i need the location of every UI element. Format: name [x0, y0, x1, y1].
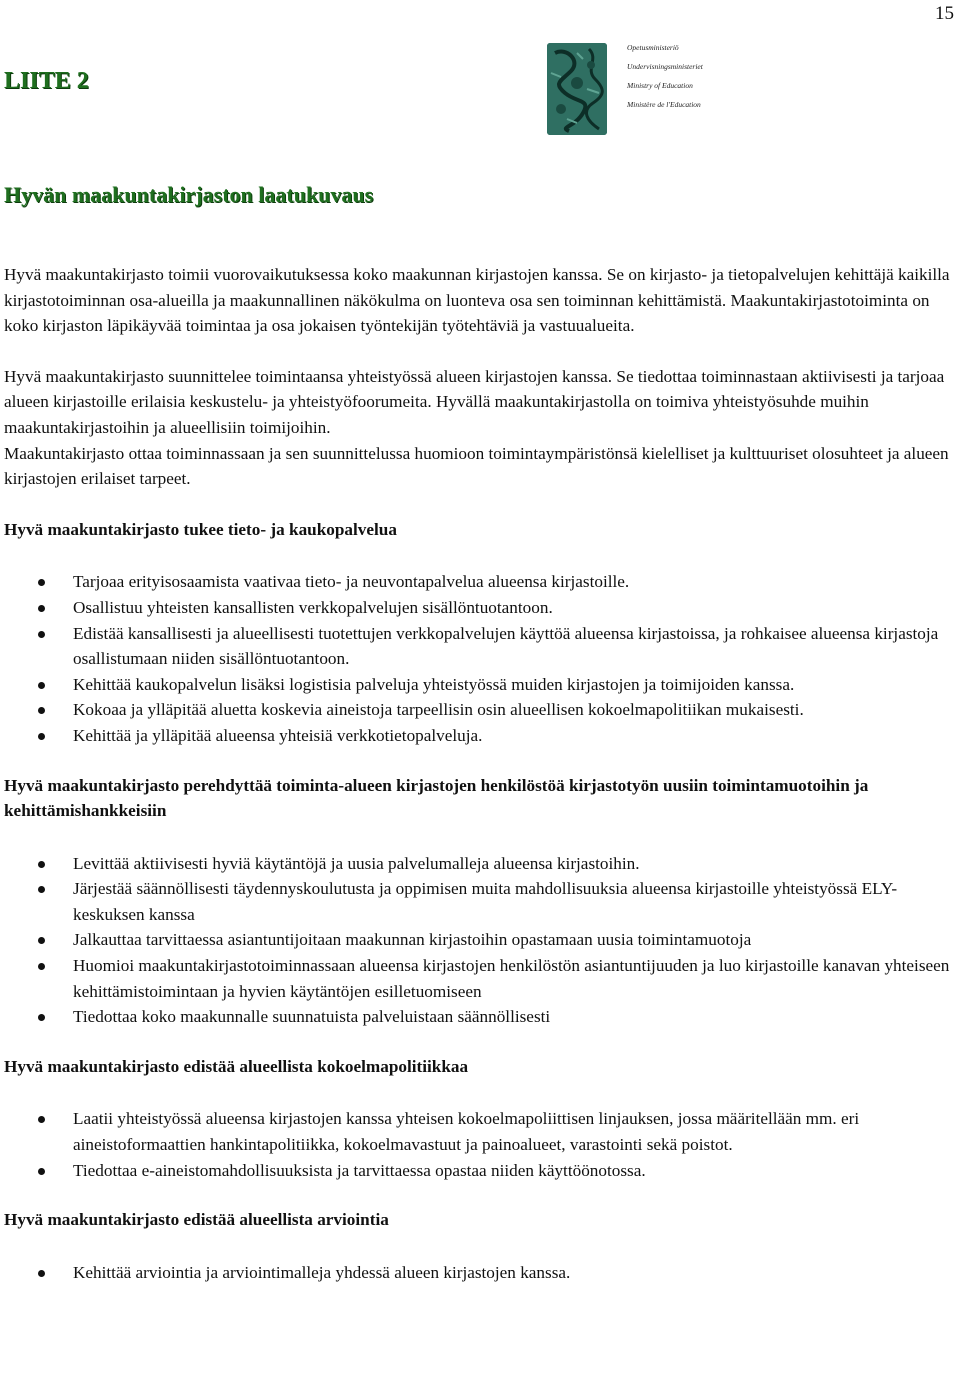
appendix-title: LIITE 2 [4, 68, 89, 94]
list-item-text: Kokoaa ja ylläpitää aluetta koskevia aineistoja tarpeellisin osin alueellisen kokoelmapolitiikan mukaisesti. [73, 700, 804, 720]
bullet-icon [38, 733, 45, 740]
list-item [4, 569, 956, 595]
section-heading: Hyvä maakuntakirjasto perehdyttää toiminta-alueen kirjastojen henkilöstöä kirjastotyön uusiin toimintamuotoihin ja kehittämishankkeisiin [4, 775, 869, 821]
list-item [4, 621, 956, 672]
list-item-text: Jalkauttaa tarvittaessa asiantuntijoitaan maakunnan kirjastoihin opastamaan uusia toimintamuotoja [73, 930, 752, 950]
list-item [4, 1106, 956, 1157]
section-heading: Hyvä maakuntakirjasto tukee tieto- ja kaukopalvelua [4, 519, 397, 539]
bullet-icon [38, 707, 45, 714]
list-item-text: Tiedottaa koko maakunnalle suunnatuista palveluistaan säännöllisesti [73, 1007, 551, 1027]
bullet-icon [38, 886, 45, 893]
bullet-icon [38, 1168, 45, 1175]
bullet-icon [38, 937, 45, 944]
list-item-text: Huomioi maakuntakirjastotoiminnassaan alueensa kirjastojen henkilöstön asiantuntijuuden ja luo kirjastoille kanavan yhteiseen kehittämistoimintaan ja hyvien käytäntöjen esilletuomiseen [73, 956, 950, 1001]
bullet-icon [38, 605, 45, 612]
list-item [4, 723, 956, 749]
list-item-text: Levittää aktiivisesti hyviä käytäntöjä ja uusia palvelumalleja alueensa kirjastoihin. [73, 853, 640, 873]
bullet-icon [38, 1014, 45, 1021]
page-number: 15 [935, 3, 954, 24]
intro-paragraph: Maakuntakirjasto ottaa toiminnassaan ja sen suunnittelussa huomioon toimintaympäristönsä kielelliset ja kulttuuriset olosuhteet ja alueen kirjastojen erilaiset tarpeet. [4, 443, 949, 489]
list-item-text: Osallistuu yhteisten kansallisten verkkopalvelujen sisällöntuotantoon. [73, 597, 553, 617]
document-title: Hyvän maakuntakirjaston laatukuvaus [4, 182, 374, 207]
intro-paragraph: Hyvä maakuntakirjasto toimii vuorovaikutuksessa koko maakunnan kirjastojen kanssa. Se on kirjasto- ja tietopalvelujen kehittäjä kaikilla kirjastotoiminnan osa-alueilla ja maakunnallinen näkökulma on luonteva osa sen toiminnan kehittämistä. Maakuntakirjastotoiminta on koko kirjaston läpikäyvää toimintaa ja osa jokaisen työntekijän työtehtäviä ja vastuualueita. [4, 265, 950, 336]
list-item-text: Järjestää säännöllisesti täydennyskoulutusta ja oppimisen muita mahdollisuuksia alueensa kirjastoille yhteistyössä ELY-keskuksen kanssa [73, 879, 898, 924]
bullet-icon [38, 682, 45, 689]
bullet-icon [38, 963, 45, 970]
section-heading: Hyvä maakuntakirjasto edistää alueellista kokoelmapolitiikkaa [4, 1056, 469, 1076]
bullet-list [4, 1260, 956, 1286]
bullet-list [4, 851, 956, 1030]
list-item [4, 672, 956, 698]
bullet-icon [38, 1116, 45, 1123]
bullet-icon [38, 1270, 45, 1277]
list-item [4, 876, 956, 927]
logo-line: Ministry of Education [627, 81, 693, 90]
list-item [4, 1004, 956, 1030]
list-item [4, 1260, 956, 1286]
list-item-text: Tiedottaa e-aineistomahdollisuuksista ja tarvittaessa opastaa niiden käyttöönotossa. [73, 1160, 646, 1180]
document-body [4, 262, 956, 1307]
list-item-text: Edistää kansallisesti ja alueellisesti tuotettujen verkkopalvelujen käyttöä alueensa kirjastoissa, ja rohkaisee alueensa kirjastoja osallistumaan niiden sisällöntuotantoon. [73, 623, 939, 669]
logo-line: Undervisningsministeriet [627, 62, 703, 71]
logo-line: Ministère de l'Education [627, 100, 701, 109]
list-item-text: Tarjoaa erityisosaamista vaativaa tieto- ja neuvontapalvelua alueensa kirjastoille. [73, 572, 630, 592]
list-item [4, 953, 956, 1004]
section-heading: Hyvä maakuntakirjasto edistää alueellista arviointia [4, 1210, 389, 1230]
list-item [4, 595, 956, 621]
list-item [4, 927, 956, 953]
list-item-text: Kehittää kaukopalvelun lisäksi logistisia palveluja yhteistyössä muiden kirjastojen ja toimijoiden kanssa. [73, 674, 795, 694]
list-item [4, 697, 956, 723]
bullet-list [4, 569, 956, 748]
bullet-icon [38, 861, 45, 868]
intro-paragraph: Hyvä maakuntakirjasto suunnittelee toimintaansa yhteistyössä alueen kirjastojen kanssa. Se tiedottaa toiminnastaan aktiivisesti ja tarjoaa alueen kirjastoille erilaisia keskustelu- ja yhteistyöfoorumeita. Hyvällä maakuntakirjastolla on toimiva yhteistyösuhde muihin maakuntakirjastoihin ja alueellisiin toimijoihin. [4, 366, 945, 437]
logo-line: Opetusministeriö [627, 43, 679, 52]
bullet-icon [38, 579, 45, 586]
bullet-list [4, 1106, 956, 1183]
list-item [4, 1158, 956, 1184]
list-item [4, 851, 956, 877]
logo-text [627, 43, 722, 119]
ministry-emblem-icon [547, 43, 607, 135]
list-item-text: Laatii yhteistyössä alueensa kirjastojen kanssa yhteisen kokoelmapoliittisen linjauksen, jossa määritellään mm. eri aineistoformaattien hankintapolitiikka, kokoelmavastuut ja painoalueet, varastointi sekä poistot. [73, 1109, 860, 1155]
list-item-text: Kehittää ja ylläpitää alueensa yhteisiä verkkotietopalveluja. [73, 725, 483, 745]
list-item-text: Kehittää arviointia ja arviointimalleja yhdessä alueen kirjastojen kanssa. [73, 1262, 571, 1282]
ministry-of-education-logo [547, 43, 717, 140]
bullet-icon [38, 631, 45, 638]
